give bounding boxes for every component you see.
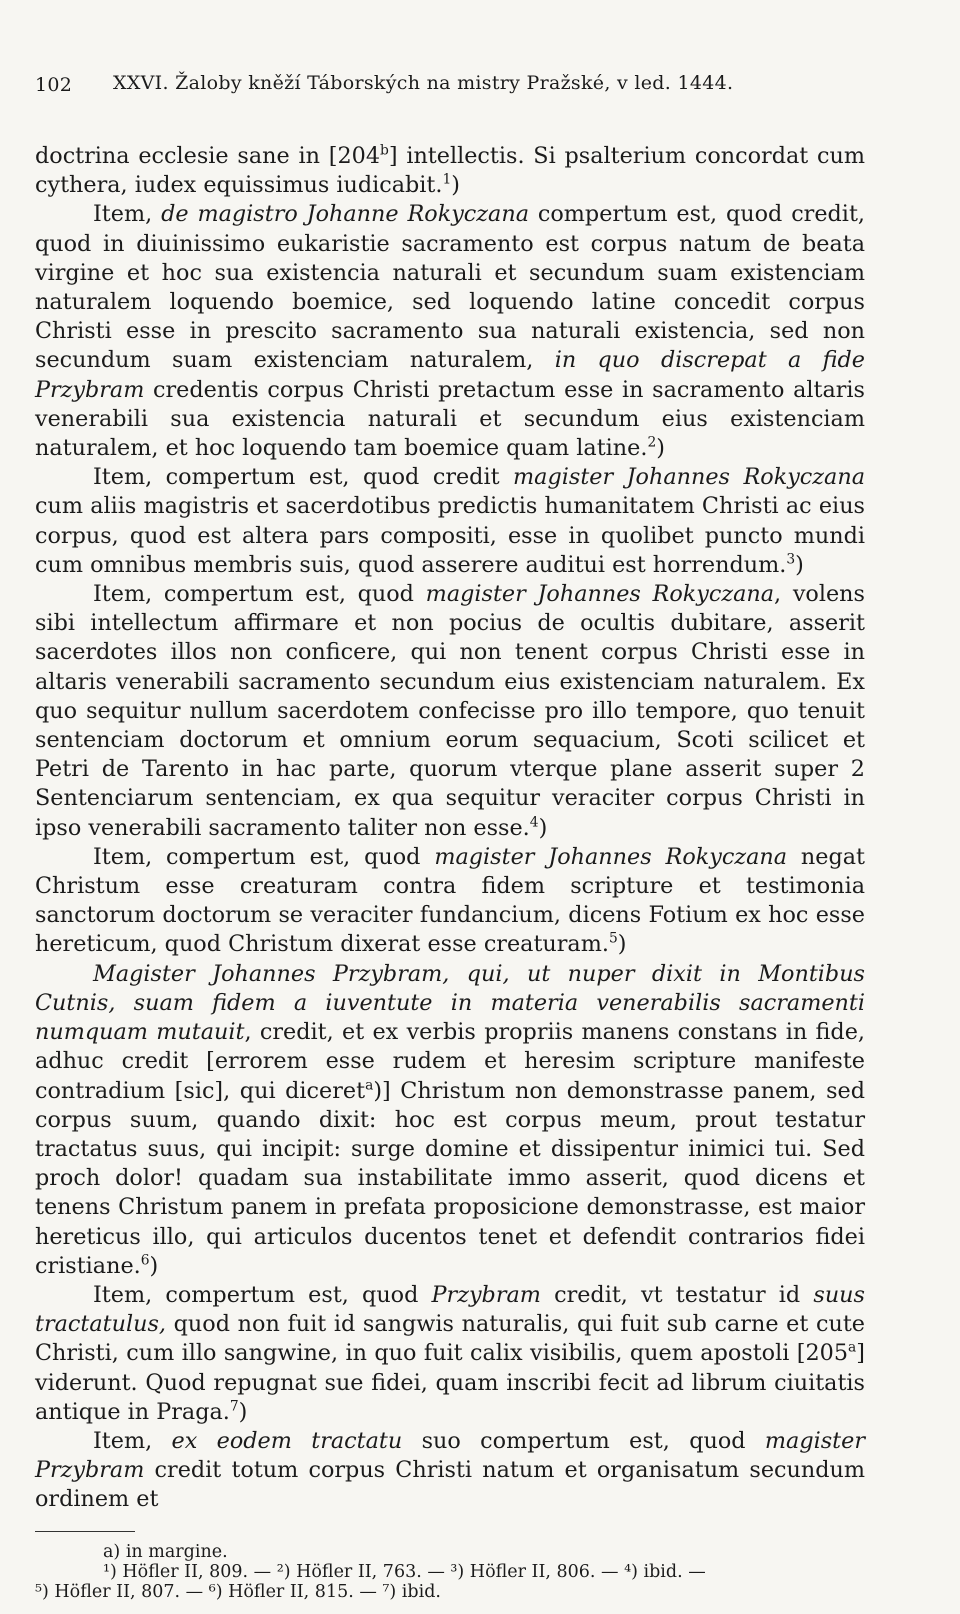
footnote-line: a) in margine. <box>103 1541 228 1562</box>
text-run: )] Christum non demonstrasse panem, sed corpus suum, quando dixit: hoc est corpus meum, prout testatur tractatus suus, qui incipit: surge domine et dissipentur inimici tui. Sed proch dolor! quadam sua instabilitate immo asserit, quod dicens et tenens Christum panem in prefata proposicione demonstrasse, est maior hereticus illo, qui articulos ducentos tenet et defendit contrarios fidei cristiane. <box>35 1077 865 1279</box>
italic-run: Przybram <box>431 1281 541 1308</box>
text-run: negat Christum esse creaturam contra fidem scripture et testimonia sanctorum doctorum se veraciter fundancium, dicens Fotium ex hoc esse hereticum, quod Christum dixerat esse creaturam. <box>35 843 865 958</box>
italic-run: magister Johannes Rokyczana <box>513 464 865 491</box>
footnote-marker: 5 <box>608 931 618 948</box>
text-run: ) <box>656 435 665 462</box>
paragraph <box>35 580 865 843</box>
paragraph <box>35 843 865 960</box>
paragraph <box>35 463 865 580</box>
footnote-divider <box>35 1531 135 1532</box>
text-run: ) <box>238 1398 248 1425</box>
text-run: ) <box>149 1252 159 1279</box>
text-run: credit totum corpus Christi natum et organisatum secundum ordinem et <box>35 1457 865 1513</box>
italic-run: Magister Johannes Przybram, qui, ut nuper dixit in Montibus Cutnis, suam fidem a iuventute in materia venerabilis sacramenti numquam mutauit <box>35 960 865 1046</box>
paragraph <box>35 200 865 463</box>
text-run: Item, compertum est, quod <box>93 581 426 608</box>
text-run: Item, compertum est, quod <box>93 843 435 870</box>
footnote-marker: 1 <box>442 171 452 188</box>
paragraph <box>35 142 865 200</box>
body-text <box>35 142 865 1515</box>
footnote-marker: 3 <box>786 551 796 568</box>
footnote-marker: a <box>848 1339 857 1356</box>
text-run: doctrina ecclesie sane in [204 <box>35 143 380 169</box>
italic-run: magister Johannes Rokyczana <box>434 843 788 870</box>
text-run: suo compertum est, quod <box>402 1427 765 1454</box>
text-run: quod non fuit id sangwis naturalis, qui fuit sub carne et cute Christi, cum illo sangwine, in quo fuit calix visibilis, quem apostoli [205 <box>35 1311 865 1367</box>
italic-run: ex eodem tractatu <box>171 1427 403 1454</box>
page-header <box>35 72 865 106</box>
text-run: Item, <box>93 201 162 228</box>
text-run: ) <box>795 551 804 578</box>
footnote-marker: a <box>365 1077 374 1094</box>
text-run: ) <box>451 172 460 199</box>
text-run: Item, compertum est, quod <box>93 1281 432 1308</box>
text-run: ) <box>617 931 627 958</box>
text-run: Item, compertum est, quod credit <box>93 464 514 491</box>
document-page <box>35 72 865 1602</box>
text-run: ] viderunt. Quod repugnat sue fidei, quam inscribi fecit ad librum ciuitatis antique in Praga. <box>35 1340 865 1425</box>
italic-run: magister Johannes Rokyczana <box>425 581 775 608</box>
footnote-line: ¹) Höfler II, 809. — ²) Höfler II, 763. — ³) Höfler II, 806. — ⁴) ibid. — <box>103 1561 706 1582</box>
footnote-marker: 7 <box>229 1398 239 1415</box>
italic-run: suus tractatulus, <box>35 1281 865 1338</box>
text-run: ) <box>538 814 548 841</box>
running-head: XXVI. Žaloby kněží Táborských na mistry Pražské, v led. 1444. <box>113 72 734 94</box>
text-run: Item, <box>93 1427 172 1454</box>
footnote-line: ⁵) Höfler II, 807. — ⁶) Höfler II, 815. — ⁷) ibid. <box>35 1581 441 1602</box>
footnotes <box>35 1542 865 1602</box>
text-run: compertum est, quod credit, quod in diuinissimo eukaristie sacramento est corpus natum de beata virgine et hoc sua existencia naturali et secundum suam existenciam naturalem loquendo boemice, sed loquendo latine concedit corpus Christi esse in prescito sacramento sua naturali existencia, sed non secundum suam existenciam naturalem, <box>35 201 865 374</box>
text-run: credit, vt testatur id <box>540 1281 814 1308</box>
footnote-marker: 4 <box>529 814 539 831</box>
paragraph <box>35 1427 865 1515</box>
text-run: , credit, et ex verbis propriis manens constans in fide, adhuc credit [errorem esse rudem et heresim scripture manifeste contradium [sic], qui diceret <box>35 1019 865 1104</box>
paragraph <box>35 1281 865 1427</box>
italic-run: magister Przybram <box>35 1427 865 1484</box>
paragraph <box>35 960 865 1281</box>
text-run: cum aliis magistris et sacerdotibus predictis humanitatem Christi ac eius corpus, quod est altera pars compositi, esse in quolibet puncto mundi cum omnibus membris suis, quod asserere auditui est horrendum. <box>35 493 865 578</box>
italic-run: in quo discrepat a fide Przybram <box>35 347 866 403</box>
text-run: ] intellectis. Si psalterium concordat cum cythera, iudex equissimus iudicabit. <box>35 143 865 199</box>
footnote-marker: b <box>380 142 389 159</box>
footnote-marker: 2 <box>647 434 657 451</box>
text-run: credentis corpus Christi pretactum esse in sacramento altaris venerabili sua existencia naturali et secundum eius existenciam naturalem, et hoc loquendo tam boemice quam latine. <box>35 376 865 462</box>
footnote-marker: 6 <box>140 1252 150 1269</box>
page-number: 102 <box>35 74 73 96</box>
text-run: , volens sibi intellectum affirmare et non pocius de ocultis dubitare, asserit sacerdotes illos non conficere, qui non tenent corpus Christi esse in altaris venerabili sacramento secundum eius existenciam naturalem. Ex quo sequitur nullum sacerdotem confecisse pro illo tempore, quo tenuit sentenciam doctorum et omnium eorum sequacium, Scoti scilicet et Petri de Tarento in hac parte, quorum vterque plane asserit super 2 Sentenciarum sentenciam, ex qua sequitur veraciter corpus Christi in ipso venerabili sacramento taliter non esse. <box>35 581 865 841</box>
italic-run: de magistro Johanne Rokyczana <box>161 201 529 228</box>
